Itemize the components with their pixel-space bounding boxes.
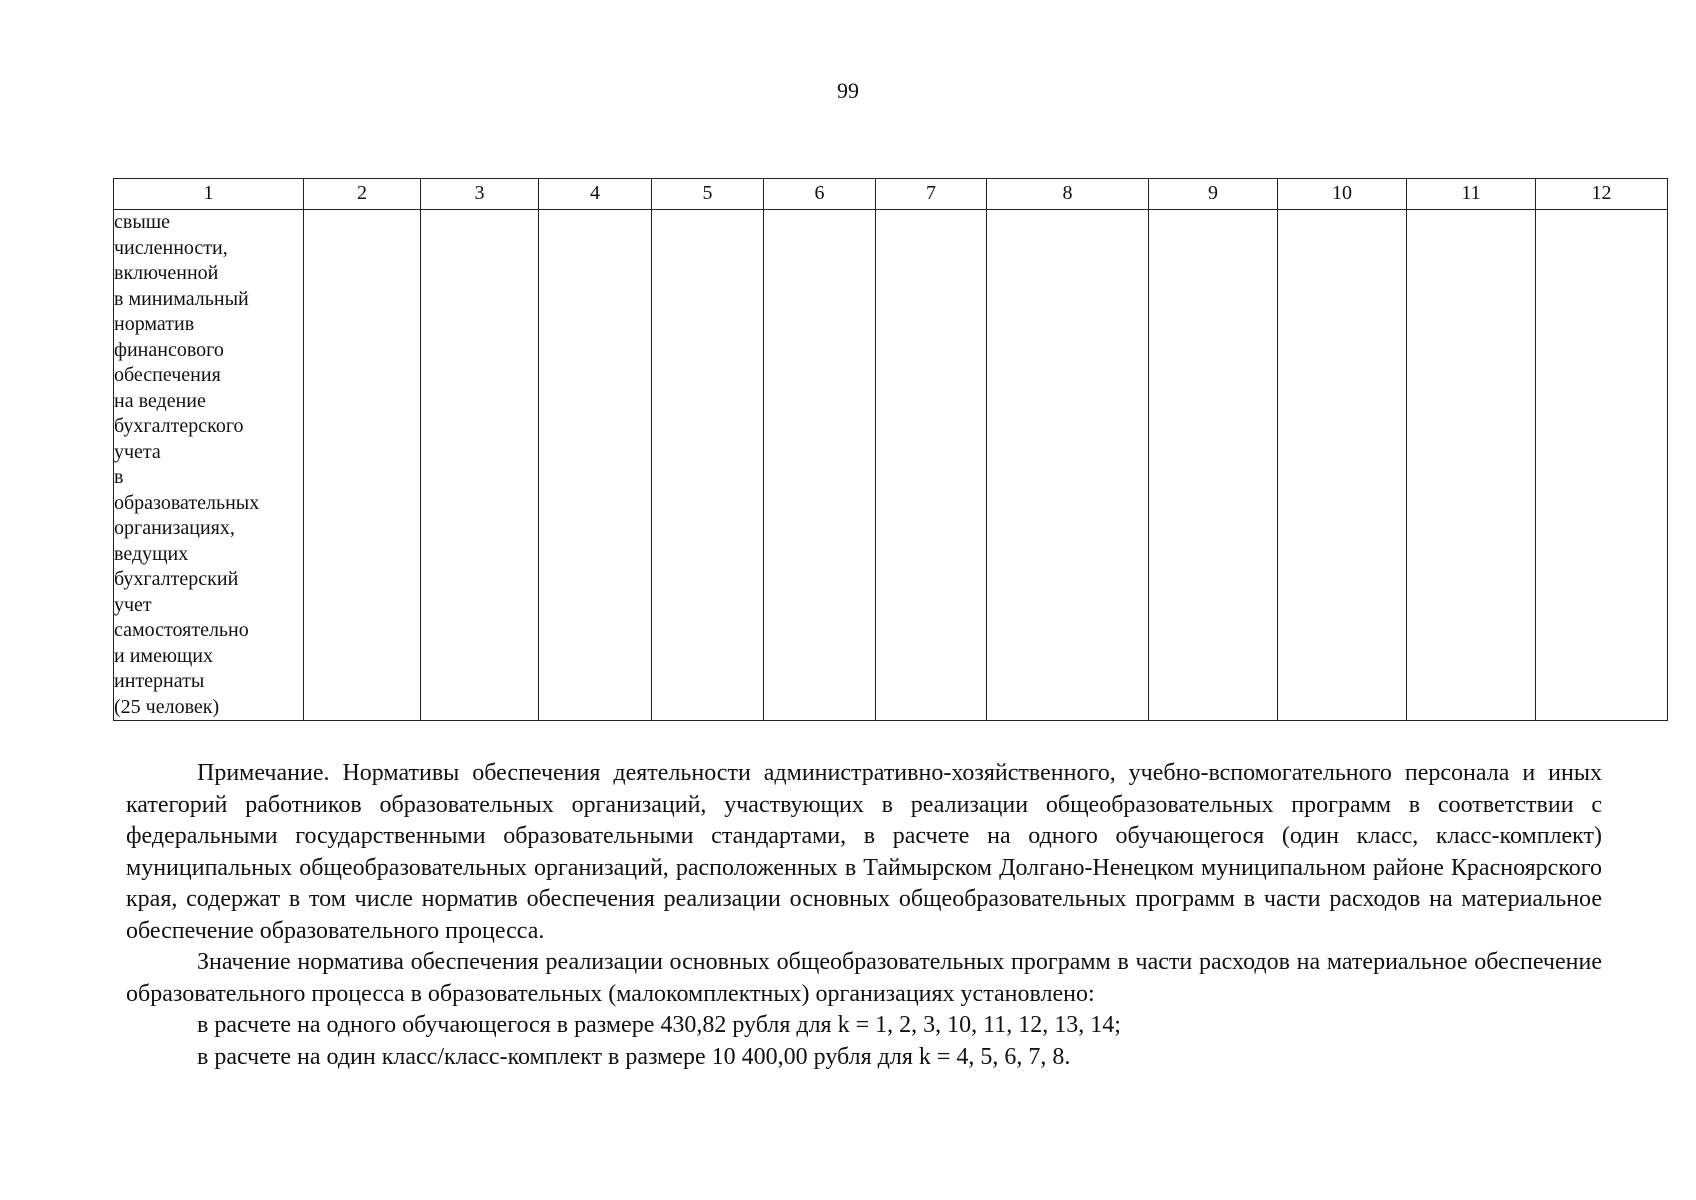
column-header: 12 (1536, 179, 1668, 210)
table-cell (421, 210, 539, 721)
table-cell (1536, 210, 1668, 721)
column-header: 7 (876, 179, 987, 210)
column-header: 2 (304, 179, 421, 210)
table-cell (539, 210, 652, 721)
table-header-row (114, 179, 1668, 210)
page-number: 99 (837, 78, 859, 103)
table-cell (876, 210, 987, 721)
table-cell (1407, 210, 1536, 721)
table-cell (652, 210, 764, 721)
note-paragraph-1: Примечание. Нормативы обеспечения деятельности административно-хозяйственного, учебно-вспомогательного персонала и иных категорий работников образовательных организаций, участвующих в реализации общеобразовательных программ в соответствии с федеральными государственными образовательными стандартами, в расчете на одного обучающегося (один класс, класс-комплект) муниципальных общеобразовательных организаций, расположенных в Таймырском Долгано-Ненецком муниципальном районе Красноярского края, содержат в том числе норматив обеспечения реализации основных общеобразовательных программ в части расходов на материальное обеспечение образовательного процесса. (126, 760, 1602, 944)
column-header: 1 (114, 179, 304, 210)
note-paragraph-2: Значение норматива обеспечения реализации основных общеобразовательных программ в части расходов на материальное обеспечение образовательного процесса в образовательных (малокомплектных) организациях установлено: (126, 949, 1602, 1007)
table-cell (1278, 210, 1407, 721)
norm-per-class-line: в расчете на один класс/класс-комплект в размере 10 400,00 рубля для k = 4, 5, 6, 7, 8. (197, 1043, 1071, 1070)
norms-table-container (113, 178, 1667, 721)
norm-per-student-line: в расчете на одного обучающегося в размере 430,82 рубля для k = 1, 2, 3, 10, 11, 12, 13, 14; (197, 1012, 1121, 1038)
row-label-cell: свыше численности, включенной в минимальный норматив финансового обеспечения на ведение бухгалтерского учета в образовательных организациях, ведущих бухгалтерский учет самостоятельно и имеющих интернаты (25 человек) (114, 210, 304, 721)
table-cell (304, 210, 421, 721)
column-header: 8 (987, 179, 1149, 210)
table-cell (764, 210, 876, 721)
table-row (114, 210, 1668, 721)
column-header: 10 (1278, 179, 1407, 210)
note-section (126, 758, 1602, 1073)
norms-table (113, 178, 1668, 721)
column-header: 5 (652, 179, 764, 210)
column-header: 11 (1407, 179, 1536, 210)
column-header: 3 (421, 179, 539, 210)
table-cell (987, 210, 1149, 721)
column-header: 9 (1149, 179, 1278, 210)
column-header: 6 (764, 179, 876, 210)
table-cell (1149, 210, 1278, 721)
column-header: 4 (539, 179, 652, 210)
